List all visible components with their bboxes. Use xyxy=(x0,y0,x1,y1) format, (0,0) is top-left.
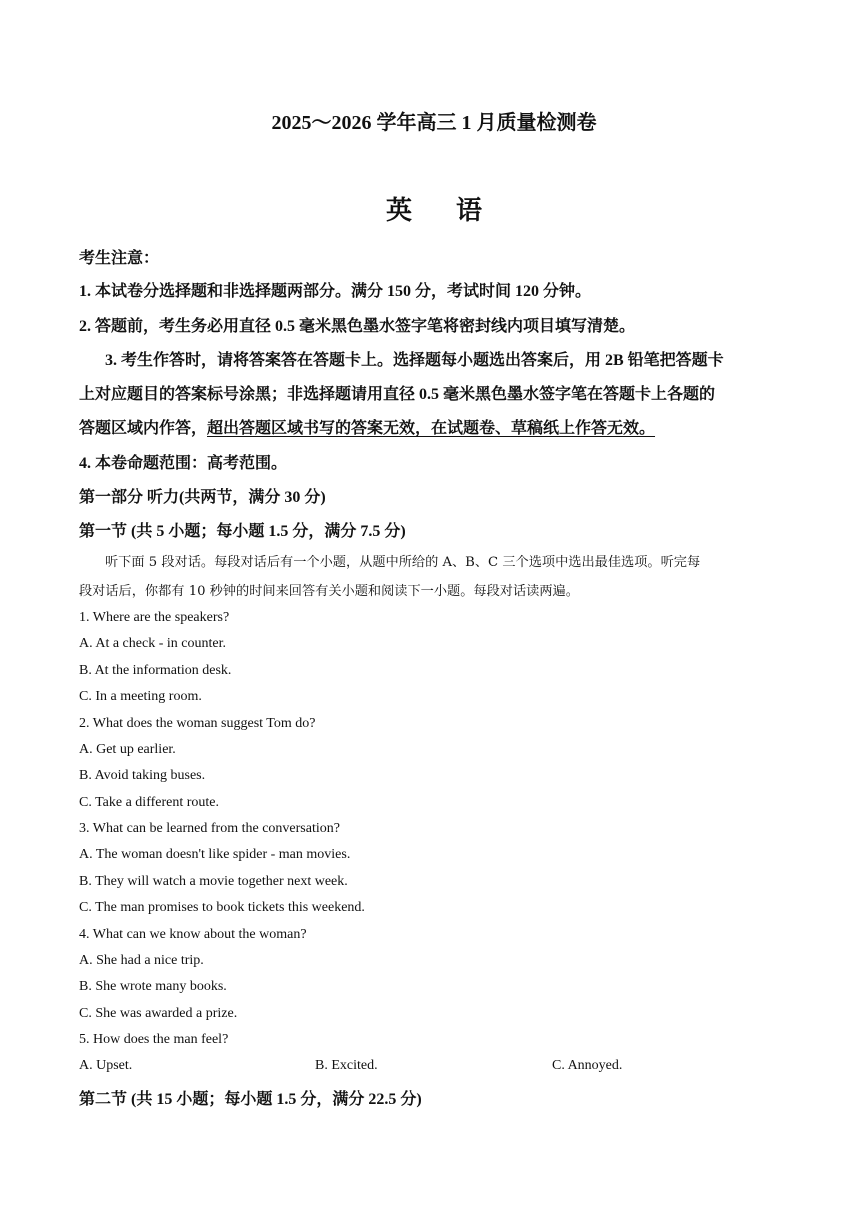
notice-item-4: 4. 本卷命题范围：高考范围。 xyxy=(79,455,288,472)
question-2-option-b: B. Avoid taking buses. xyxy=(79,768,206,783)
question-4-option-c: C. She was awarded a prize. xyxy=(79,1006,238,1021)
question-4-option-a: A. She had a nice trip. xyxy=(79,953,204,968)
section1-heading: 第一节 (共 5 小题；每小题 1.5 分，满分 7.5 分) xyxy=(79,523,406,540)
question-5-option-a: A. Upset. xyxy=(79,1058,133,1073)
instructions-line-1: 听下面 5 段对话。每段对话后有一个小题，从题中所给的 A、B、C 三个选项中选出最佳选项。听完每 xyxy=(105,555,701,570)
section2-heading: 第二节 (共 15 小题；每小题 1.5 分，满分 22.5 分) xyxy=(79,1091,422,1108)
notice-item-3-line-1: 3. 考生作答时，请将答案答在答题卡上。选择题每小题选出答案后，用 2B 铅笔把答题卡 xyxy=(105,352,724,369)
question-3-option-b: B. They will watch a movie together next week. xyxy=(79,874,348,889)
notice-item-3-line-2: 上对应题目的答案标号涂黑；非选择题请用直径 0.5 毫米黑色墨水签字笔在答题卡上各题的 xyxy=(79,386,716,403)
question-1: 1. Where are the speakers? xyxy=(79,610,230,625)
question-1-option-c: C. In a meeting room. xyxy=(79,689,202,704)
notice-item-3-line-3 xyxy=(79,415,655,438)
question-2-option-c: C. Take a different route. xyxy=(79,795,220,810)
notice-item-3-plain: 答题区域内作答， xyxy=(79,420,208,437)
question-3-option-a: A. The woman doesn't like spider - man movies. xyxy=(79,847,351,862)
question-1-option-a: A. At a check - in counter. xyxy=(79,636,226,651)
notice-heading: 考生注意： xyxy=(79,248,160,267)
question-2-option-a: A. Get up earlier. xyxy=(79,742,176,757)
notice-item-3-underlined: 超出答题区域书写的答案无效，在试题卷、草稿纸上作答无效。 xyxy=(207,420,656,437)
question-3: 3. What can be learned from the conversation? xyxy=(79,821,340,836)
subject-title: 英语 xyxy=(385,196,526,226)
question-5-option-c: C. Annoyed. xyxy=(552,1058,623,1073)
question-2: 2. What does the woman suggest Tom do? xyxy=(79,716,316,731)
question-3-option-c: C. The man promises to book tickets this weekend. xyxy=(79,900,365,915)
instructions-line-2: 段对话后，你都有 10 秒钟的时间来回答有关小题和阅读下一小题。每段对话读两遍。 xyxy=(79,584,579,599)
question-4: 4. What can we know about the woman? xyxy=(79,927,307,942)
notice-item-1: 1. 本试卷分选择题和非选择题两部分。满分 150 分，考试时间 120 分钟。 xyxy=(79,283,592,300)
question-4-option-b: B. She wrote many books. xyxy=(79,979,227,994)
exam-title: 2025～2026 学年高三 1 月质量检测卷 xyxy=(271,112,597,134)
question-5: 5. How does the man feel? xyxy=(79,1032,229,1047)
part1-heading: 第一部分 听力(共两节，满分 30 分) xyxy=(79,489,326,506)
notice-item-2: 2. 答题前，考生务必用直径 0.5 毫米黑色墨水签字笔将密封线内项目填写清楚。 xyxy=(79,318,636,335)
question-5-option-b: B. Excited. xyxy=(315,1058,378,1073)
question-1-option-b: B. At the information desk. xyxy=(79,663,232,678)
